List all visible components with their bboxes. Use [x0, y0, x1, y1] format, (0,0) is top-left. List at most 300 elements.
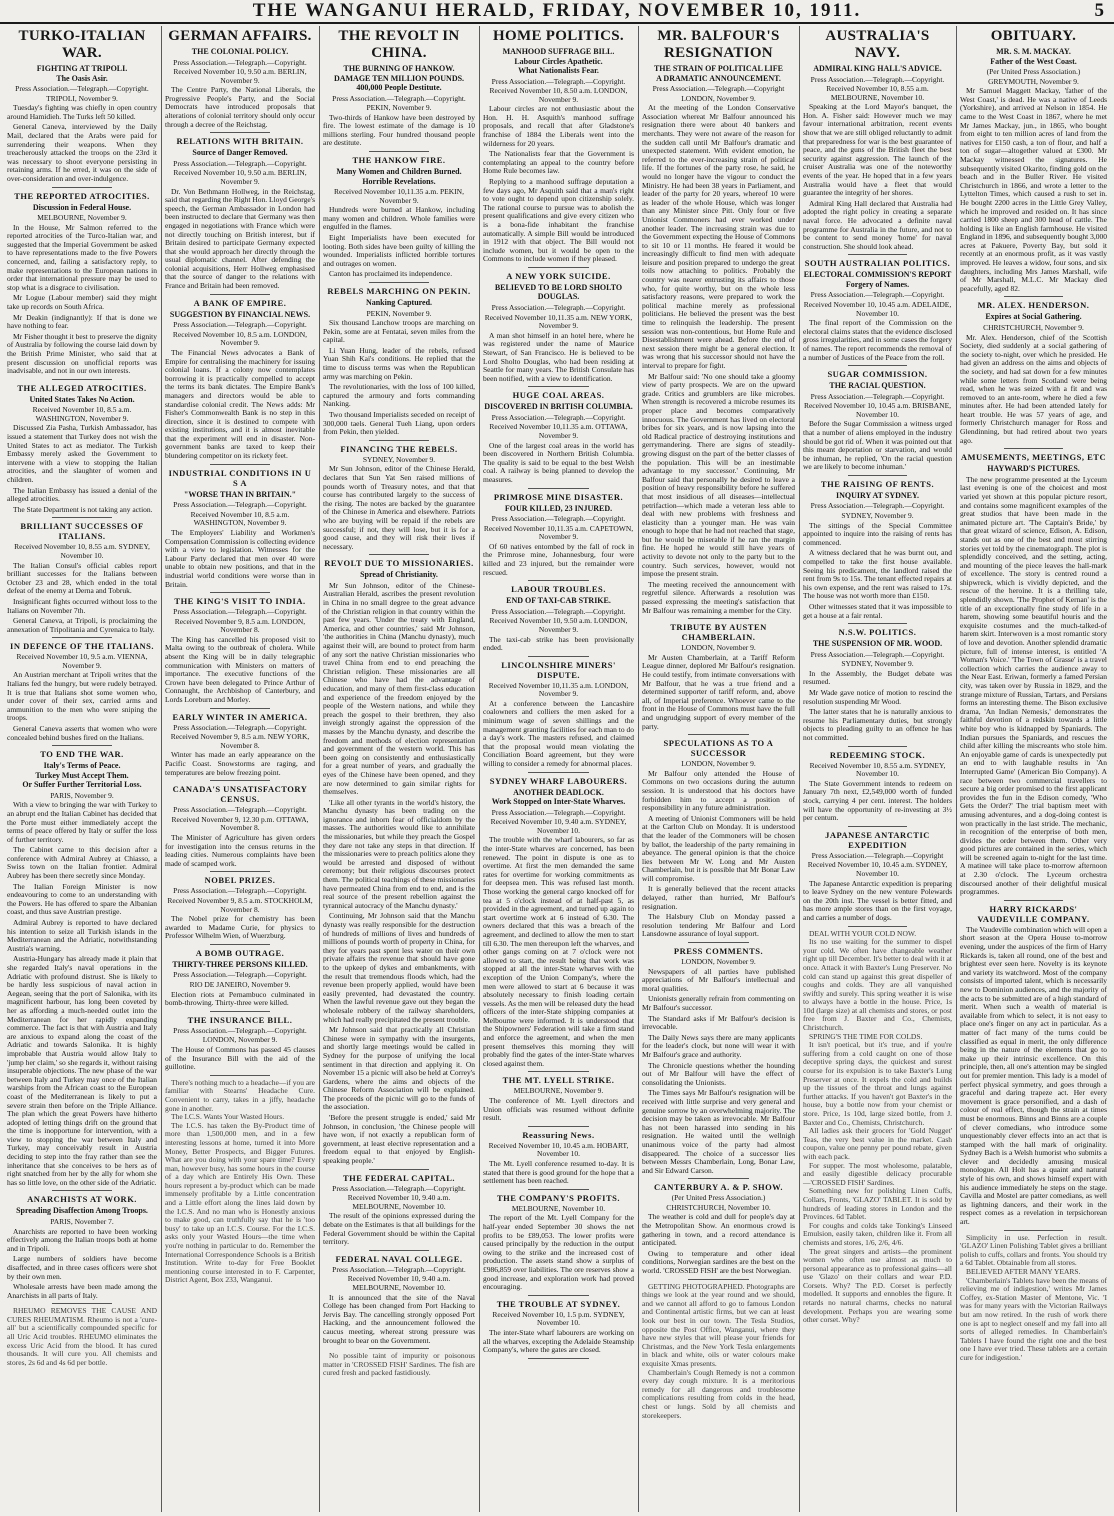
- article: [960, 28, 1107, 293]
- article: [7, 383, 157, 515]
- article: [165, 712, 315, 778]
- dateline: Received November 10, 10.45 a.m. HOBART, November 10.: [488, 1140, 629, 1159]
- article: [483, 1130, 634, 1186]
- credit-line: Press Association.—Telegraph.—Copyright.: [810, 290, 945, 300]
- divider: [528, 772, 588, 773]
- divider: [528, 267, 588, 268]
- subhead: ANOTHER DEADLOCK.: [513, 787, 604, 797]
- article: [165, 28, 315, 129]
- paragraph: The Italian Foreign Minister is now endeavouring to come to an understanding with the Powers. He has offered to spare the Albanian coast, and thus save Austrian prestige.: [7, 881, 157, 917]
- subhead: THE COLONIAL POLICY.: [191, 47, 289, 56]
- paragraph: The Minister of Agriculture has given orders for investigation into the census returns in the leading cities. Numerous complaints have been made of scamped work.: [165, 832, 315, 868]
- subhead: END OF TAXI-CAB STRIKE.: [506, 596, 611, 606]
- dateline: CHRISTCHURCH, November 10.: [666, 1202, 771, 1212]
- headline: TO END THE WAR.: [40, 749, 124, 760]
- divider: [848, 475, 908, 476]
- subheads: [165, 310, 315, 320]
- divider: [210, 708, 270, 709]
- dateline: PARIS, November 9.: [50, 790, 114, 800]
- divider: [210, 780, 270, 781]
- paragraph: The trouble with the wharf labourers, so far as the inter-State wharves are concerned, has been renewed. The point in dispute is one as to overtime. At first the men demanded the same rates for overtime for working commitments as for deepsea men. This was refused last month. Those working the general cargo knocked off for tea at 5 o'clock instead of at half-past 5, as provided in the agreement, and turned up again to start overtime work at 6 instead of 6.30. The owners declared that this was a breach of the agreement, and declined to allow the men to start till 6.30. The men thereupon left the wharves, and other gangs coming on at 7 o'clock were not allowed to start, the result being that work was stopped at all the inter-State wharves with the exception of the Union Company's, where the men were allowed to start at 6 because it was absolutely necessary to finish loading certain vessels. As the men will be released duty the head officers of the inter-State shipping companies at Melbourne were informed. It is understood that the Shipowners' Federation will take a firm stand and enforce the agreement, and when the men present themselves this morning they will probably find the gates of the inter-State wharves closed against them.: [483, 835, 634, 1068]
- paragraph: Mr. Alex. Henderson, chief of the Scottish Society, died suddenly at a social gathering of the society to-night, over which he presided. He had given an address on the aims and objects of the society, and had sat down for a few minutes while some letters from Scotland were being read, when he was seized with a fit and was removed to an ante-room, where he died a few minutes after. He had been attended lately for heart trouble. He was 57 years of age, and formerly Christchurch manager for Ross and Glendinning, but had retired about two years ago.: [960, 332, 1107, 445]
- headline: THE KING'S VISIT TO INDIA.: [174, 596, 306, 607]
- paragraph: The Japanese Antarctic expedition is preparing to leave Sydney on the new venture Polewards on the 20th inst. The vessel is better fitted, and has more ample stores than on the first voyage, and carries a number of dogs.: [803, 878, 952, 922]
- credit-line: Press Association.—Telegraph.—Copyright.: [491, 514, 626, 524]
- article: [165, 468, 315, 589]
- paragraph: Insignificant fights occurred without loss to the Italians on November 7th.: [7, 596, 157, 615]
- dateline: Received November 10, 10.45 a.m. BRISBANE, November 10.: [803, 401, 952, 419]
- headline: THE HANKOW FIRE.: [352, 155, 446, 166]
- article: [483, 584, 634, 652]
- headline: THE REVOLT IN CHINA.: [338, 28, 460, 61]
- dateline: TRIPOLI, November 9.: [46, 93, 118, 103]
- ad-paragraph: All ladies ask their grocers for 'Gold Nugget' Teas, the very best value in the market. Cash coupon, value one penny per pound rebate, given with each pack.: [803, 1126, 952, 1161]
- dateline: Received November 10, 8.5 a.m. LONDON, November 9.: [172, 329, 308, 348]
- page-number: 5: [1094, 0, 1104, 21]
- dateline: Received November 10, 8.55 a.m. SYDNEY, November 10.: [809, 760, 946, 779]
- subhead: A DRAMATIC ANNOUNCEMENT.: [656, 73, 781, 83]
- column-7: [956, 26, 1110, 1512]
- article: [323, 1173, 475, 1247]
- subheads: [165, 148, 315, 158]
- headline: OBITUARY.: [990, 28, 1077, 44]
- subhead: Many Women and Children Burned.: [336, 167, 462, 177]
- subheads: [960, 47, 1107, 66]
- headline: SUGAR COMMISSION.: [827, 369, 928, 380]
- paragraph: Wholesale arrests have been made among the Anarchists in all parts of Italy.: [7, 1282, 157, 1300]
- headline: SOUTH AUSTRALIAN POLITICS.: [804, 258, 951, 269]
- credit-line: Press Association.—Telegraph.—Copyright.: [810, 391, 945, 401]
- subhead: The Oasis Asir.: [56, 73, 108, 83]
- dateline: Received November 10,11.35 a.m. CAPETOWN, November 9.: [483, 523, 634, 542]
- paragraph: It is generally believed that the recent attacks delayed, rather than hurried, Mr Balfour's resignation.: [642, 884, 795, 911]
- divider: [848, 623, 908, 624]
- article: [803, 627, 952, 742]
- dateline: LONDON, November 9.: [681, 957, 756, 967]
- headline: A BOMB OUTRAGE.: [195, 947, 285, 958]
- credit-line: Press Association.—Telegraph.—Copyright.: [173, 805, 307, 815]
- headline: LABOUR TROUBLES.: [511, 584, 606, 595]
- credit-line: Press Association.—Telegraph.—Copyright: [811, 850, 944, 860]
- paragraph: A man shot himself in an hotel here, where he was registered under the name of Maurice Stewart, of San Francisco. He is believed to be Lord Sholto Douglas, who had been residing at Seattle for many years. The British Consulate has been notified, with a view to identification.: [483, 330, 634, 383]
- credit-line: Press Association.—Telegraph.—Copyright.: [173, 970, 307, 980]
- article: [803, 750, 952, 823]
- paragraph: Mr Balfour said: 'No one should take a gloomy view of party prospects. We are on the upward grade. Critics and grumblers are like microbes. When strength is recovered a microbe resumes its proper place and becomes comparatively innocuous. The Government has lived on electoral bribes for six years, and is now lapsing into the old Radical practice of destroying institutions and gerrymandering. There are signs of steadily-growing disgust on the part of the better classes of the population. This will be an inestimable advantage to my successor.' Continuing, Mr Balfour said that personally he desired to leave a position of heavy responsibility before he suffered that most insidious of all diseases—intellectual petrifaction—which made a veteran less able to deal with new problems with freshness and elasticity than a younger man. He was vain enough to hope that he had not reached that stage, but he would be miserable if he ran the margin fine. He hoped he would still have years of activity to devote not only to the party but to the country. Such services, however, would not impose the present strain.: [642, 371, 795, 579]
- subheads: [483, 283, 634, 302]
- ad-paragraph: Chamberlain's Cough Remedy is not a common every day cough mixture. It is a meritorious remedy for all dangerous and troublesome complications resulting from colds in the head, chest or lungs. Sold by all chemists and storekeepers.: [642, 1367, 795, 1420]
- dateline: Received November 10, 8.5 a.m. WASHINGTON, November 9.: [32, 405, 132, 423]
- article: [483, 776, 634, 1069]
- credit-line: (Per United Press Association.): [986, 67, 1081, 76]
- headline: CANADA'S UNSATISFACTORY CENSUS.: [172, 784, 308, 805]
- dateline: Received November 10, 8.55 a.m. SYDNEY, November 10.: [14, 542, 150, 560]
- paragraph: Labour circles are not enthusiastic about the Hon. H. H. Asquith's manhood suffrage proposals, and recall that after Gladstone's franchise of 1884 the Liberals went into the wilderness for 20 years.: [483, 104, 634, 148]
- paragraph: The Centre Party, the National Liberals, the Progressive People's Party, and the Social Democrats have introduced proposals that alterations of colonial territory should only occur through a decree of the Reichstag.: [165, 85, 315, 129]
- paragraph: Admiral King Hall declared that Australia had adopted the right policy in creating a separate naval force. He advocated a definite naval programme for Australia in the future, and not to be content to send money 'home' for naval construction. She should look ahead.: [803, 198, 952, 251]
- divider: [52, 745, 112, 746]
- headline: PRESS COMMENTS.: [673, 946, 764, 957]
- paragraph: The new programme presented at the Lyceum last evening is one of the choicest and most varied yet shown at this popular picture resort, and contains some magnificent examples of the great studios that have been made in the animated picture art. 'The Captain's Bride,' by that great wizard of science, Edison, A. Edison, stands out as one of the best and most stirring stories yet told by the cinematograph. The plot is splendidly conceived, and the setting, acting, and mounting of the piece leaves the hall-mark of excellence. The story is centred round a shipwreck, which is vividly depicted, and the rescue of the heroine. It is a thrilling tale, splendidly shown. 'The Prophet of Kernan' is the title of an exceptionally fine study of life in a harem, showing some beautiful houris and the exquisite costumes and the much-talked-of harem skirt. Interwoven is a most romantic story of love and devotion. Another splendid dramatic picture, full of intense interest, is entitled 'A Woman's Voice.' 'The Town of Grasse' is a travel collection which carries the audience away to the Near East. Eriwan, formerly a famed Persian city, was taken over by Russia in 1829, and the strange mixture of Russian, Tartars, and Persians forms an interesting theme. The Bison exclusive drama, 'An Indian Nemesis,' demonstrates the faithful devotion of a redskin towards a little white boy who is kidnapped by Spaniards. The Indian pursues the Spaniards, and rescues the child after killing the miscreants who stole him. An enjoyable game of cards is unexpectedly put an end to with laughable results in 'An Interrupted Game' (American Bio Company). A race between two commercial travellers to secure a big order promised to the first applicant provides the fun in the Edison comedy, 'Who Gets the Order?' The trial baptism meet with amusing adventures, and a dog-doing contest is won practically in the last stride. The mechanic, in recognition of the enterprise of both men, divides the order between them. Other very good pictures are contained in the series, which will be screened again to-night for the last time. A matinee will take place to-morrow afternoon at 2.30 o'clock. The Lyceum orchestra discoursed another of their delightful musical programmes.: [960, 474, 1107, 897]
- paragraph: The Chronicle questions whether the hounding out of Mr Balfour will have the effect of consolidating the Unionists.: [642, 1060, 795, 1087]
- headline: IN DEFENCE OF THE ITALIANS.: [10, 641, 154, 652]
- paragraph: 'Like all other tyrants in the world's history, the Manchu dynasty has been trading on the ignorance and inborn fear of officialdom by the masses. The authorities would like to annihilate the missionaries, but while they preach the Gospel they dare not take any steps in that direction. If the missionaries were to preach politics alone they would be arrested and disposed of without ceremony; but their religious discourses protect them. The political teachings of these missionaries have permeated China from end to end, and is the real source of the present rebellion against the tyrannical autocracy of the Manchu dynasty.': [323, 797, 475, 910]
- advertisements: [960, 1234, 1107, 1363]
- divider: [210, 132, 270, 133]
- divider: [369, 1169, 430, 1170]
- paragraph: It is announced that the site of the Naval College has been changed from Port Hacking to Jervis Bay. The cancelling strongly opposed Port Hacking, and the announcement followed the caucus meeting, whereat strong pressure was brought to bear on the Government.: [323, 1292, 475, 1345]
- column-4: [479, 26, 637, 1512]
- dateline: CHRISTCHURCH, November 9.: [983, 322, 1084, 332]
- headline: MR. ALEX. HENDERSON.: [977, 300, 1090, 311]
- article: [803, 28, 952, 251]
- paragraph: The revolutionaries, with the loss of 100 killed, captured the armoury and forts commanding Nanking.: [323, 382, 475, 409]
- divider: [528, 1071, 588, 1072]
- column-5: [638, 26, 798, 1512]
- subhead: BELIEVED TO BE LORD SHOLTO DOUGLAS.: [494, 282, 623, 302]
- paragraph: Hundreds were burned at Hankow, including many women and children. Whole families were engulfed in the flames.: [323, 205, 475, 232]
- paragraph: Anarchists are reported to have been working effectively among the Italian troops both at home and in Tripoli.: [7, 1226, 157, 1253]
- subhead: DAMAGE TEN MILLION POUNDS.: [333, 73, 465, 83]
- paragraph: The Italian Consul's official cables report brilliant successes for the Italians between October 23 and 28, which ended in the total defeat of the enemy at Derna and Tobruk.: [7, 560, 157, 596]
- credit-line: Press Association.—Telegraph.—Copyright.: [173, 158, 307, 168]
- paragraph: Canton has proclaimed its independence.: [329, 269, 453, 279]
- paragraph: Admiral Aubrey is reported to have declared his intention to seize all Turkish islands in the Mediterranean and the Adriatic, notwithstanding Austria's warning.: [7, 918, 157, 953]
- divider: [848, 926, 908, 927]
- dateline: Received November 10, 9.40 a.m. SYDNEY, November 10.: [490, 817, 627, 835]
- credit-line: Press Association.—Telegraph.—Copyright.: [491, 76, 626, 86]
- subheads: [483, 47, 634, 76]
- subhead: What Nationalists Fear.: [518, 66, 599, 75]
- headline: ANARCHISTS AT WORK.: [27, 1194, 137, 1205]
- subhead: Source of Danger Removed.: [192, 148, 288, 158]
- subhead: INQUIRY AT SYDNEY.: [835, 490, 920, 500]
- subhead: FOUR KILLED, 23 INJURED.: [504, 503, 613, 513]
- advertisements: [323, 1352, 475, 1378]
- paragraph: General Caneva asserts that women who were concealed behind bushes fired on the Italians.: [7, 724, 157, 742]
- paragraph: Mr Sun Johnson, editor of the Chinese Herald, declares that Sun Yat Sen raised millions of pounds worth of Treasury notes, and that that course has contributed largely to the success of the rising. The notes are backed by the guarantee of the Chinese in America and elsewhere. Patriots who are buying will be repaid if the rebels are successful; if not, they will lose, but it is for a good cause, and they will risk their lives if necessary.: [323, 464, 475, 551]
- paragraph: 'Before the present struggle is ended,' said Mr Johnson, in conclusion, 'the Chinese people will have won, if not exactly a republican form of government, at least elective representation and a freedom equal to that enjoyed by English-speaking people.': [323, 1113, 475, 1166]
- subheads: [803, 64, 952, 74]
- subhead: Spread of Christianity.: [360, 570, 438, 580]
- headline: SYDNEY WHARF LABOURERS.: [489, 775, 628, 786]
- dateline: Received November 10, 9.50 a.m. LONDON, November 9.: [489, 616, 628, 634]
- ad-paragraph: It isn't poetical, but it's true, and if you're suffering from a cold caught on one of those deceptive spring days, the quickest and surest course for its expulsion is to take Baxter's Lung Preserver at once. It expels the cold and builds up the tissues of the throat and lungs against further attacks. If you haven't got Baxter's in the house, buy a bottle now from your chemist or store. Price, 1s 10d, large sized bottle, from J. Baxter and Co., Chemists, Christchurch.: [803, 1040, 952, 1127]
- divider: [528, 386, 588, 387]
- subheads: [7, 203, 157, 213]
- article: [165, 784, 315, 868]
- dateline: LONDON, November 9.: [681, 643, 756, 653]
- subhead: Discussion in Federal House.: [32, 202, 132, 212]
- paragraph: The Halsbury Club on Monday passed a resolution tendering Mr Balfour and Lord Lansdowne assurance of loyal support.: [642, 912, 795, 939]
- paragraph: In the Assembly, the Budget debate was resumed.: [803, 668, 952, 687]
- divider: [848, 365, 908, 366]
- subhead: Labour Circles Apathetic.: [514, 56, 603, 66]
- credit-line: Press Association.—Telegraph.—Copyright.: [173, 320, 307, 330]
- article: [803, 479, 952, 620]
- credit-line: Press Association.—Telegraph.—Copyright.: [491, 807, 626, 817]
- subhead: THE BURNING OF HANKOW.: [343, 64, 455, 73]
- paragraph: The result of the opinions expressed during the debate on the Estimates is that all buildings for the Federal Government should be within the Capital territory.: [323, 1211, 475, 1247]
- subhead: Horrible Revelations.: [362, 176, 436, 186]
- dateline: GREYMOUTH, November 9.: [988, 76, 1079, 86]
- column-3: [319, 26, 478, 1512]
- article: [483, 660, 634, 769]
- divider: [369, 1348, 430, 1349]
- dateline: Received November 10, 9.5 a.m. VIENNA, November 9.: [16, 652, 148, 670]
- paragraph: The Italian Embassy has issued a denial of the alleged atrocities.: [7, 485, 157, 504]
- headline: N.S.W. POLITICS.: [838, 627, 917, 638]
- subhead: THE RACIAL QUESTION.: [829, 381, 926, 391]
- dateline: Received November 10, 10.45 a.m. ADELAIDE, November 10.: [803, 299, 952, 318]
- paragraph: Mr Sun Johnson, editor of the Chinese-Australian Herald, ascribes the present revolution in China in no small degree to the great advance of the Christian religion in that country within the past few years. 'Under the treaty with England, America, and other countries,' said Mr Johnson, 'the authorities in China (Manchu dynasty), much against their will, are bound to protect from harm of any sort the native Christian missionaries who travel China from end to end preaching the Christian religion. These missionaries are all Chinese who have had the advantage of education, and many of them first-class education and experience of the freedom enjoyed by the people of the Western nations, and while they preach the gospel to their brethren, they also inveigh strongly against the oppression of the masses by the Manchu dynasty, and describe the freedom and methods of election representation and government of the western world. This has been going on consistently and enthusiastically for a great number of years, and gradually the eyes of the Chinese have been opened, and they are now determined to gain similar rights for themselves.: [323, 580, 475, 797]
- paragraph: Before the Sugar Commission a witness urged that a number of aliens employed in the industry should be got rid of. When it was pointed out that this meant deportation or starvation, and would be inhuman, he replied, 'On the racial question we are likely to become inhuman.': [803, 419, 952, 472]
- divider: [688, 1279, 749, 1280]
- divider: [210, 294, 270, 295]
- subhead: "WORSE THAN IN BRITAIN.": [183, 489, 297, 499]
- paragraph: Mr Johnson said that practically all Christian Chinese were in sympathy with the insurgents, and shortly large meetings would be called in Sydney for the purpose of unifying the local sentiment in that direction and applying it. On November 15 a picnic will also be held at Correy's Gardens, where the aims and objects of the Chinese Reform Association will be explained. The proceeds of the picnic will go to the funds of the association.: [323, 1025, 475, 1112]
- paragraph: Eight Imperialists have been executed for looting. Both sides have been guilty of killing the wounded. Imperialists inflicted horrible tortures and outrages on women.: [323, 233, 475, 268]
- article: [803, 369, 952, 472]
- article: [323, 558, 475, 1165]
- dateline: SYDNEY, November 9.: [362, 454, 436, 464]
- dateline: PARIS, November 7.: [50, 1216, 114, 1226]
- paragraph: With a view to bringing the war with Turkey to an abrupt end the Italian Cabinet has decided that the Porte must either immediately accept the terms of peace offered by Italy or suffer the loss of further territory.: [7, 800, 157, 844]
- credit-line: (Per United Press Association.): [671, 1193, 766, 1203]
- headline: AUSTRALIA'S NAVY.: [825, 28, 930, 61]
- subheads: [803, 491, 952, 501]
- subhead: HAYWARD'S PICTURES.: [987, 464, 1080, 474]
- ad-paragraph: The I.C.S. Wants Your Wasted Hours.: [171, 1112, 285, 1122]
- subheads: [960, 464, 1107, 474]
- paragraph: The Nobel prize for chemistry has been awarded to Madame Curie, for physics to Professor Wilhelm Wien, of Wuerzburg.: [165, 914, 315, 941]
- subhead: THIRTY-THREE PERSONS KILLED.: [172, 959, 308, 969]
- article: [323, 155, 475, 279]
- paragraph: Mr Wade gave notice of motion to rescind the resolution suspending Mr Wood.: [803, 688, 952, 706]
- paragraph: The Cabinet came to this decision after a conference with Admiral Aubrey at Chiasso, a Swiss town on the Italian frontier. Admiral Aubrey has been there secretly since Monday.: [7, 845, 157, 881]
- credit-line: Press Association.—Telegraph.—Copyright.: [173, 57, 307, 67]
- subhead: Forgery of Names.: [845, 279, 910, 289]
- credit-line: Press Association.—Telegraph.—Copyright.: [173, 1025, 307, 1035]
- subheads: [165, 490, 315, 500]
- paragraph: Of 60 natives entombed by the fall of rock in the Primrose mine, Johannesburg, four were killed and 23 injured, but the remainder were rescued.: [483, 541, 634, 577]
- subheads: [165, 960, 315, 970]
- divider: [688, 618, 749, 619]
- credit-line: Press Association.—Telegraph.—Copyright.: [173, 886, 307, 896]
- headline: CANTERBURY A. & P. SHOW.: [653, 1182, 784, 1193]
- divider: [528, 580, 588, 581]
- divider: [210, 464, 270, 465]
- subhead: ADMIRAL KING HALL'S ADVICE.: [813, 64, 942, 73]
- divider: [52, 517, 112, 518]
- credit-line: Press Association.—Telegraph.—Copyright.: [491, 606, 626, 616]
- column-6: [799, 26, 955, 1512]
- dateline: MELBOURNE, November 10.: [511, 1203, 606, 1213]
- subheads: [323, 298, 475, 308]
- paragraph: The weather is cold and dull for people's day at the Metropolitan Show. An enormous crowd is gathering in town, and a record attendance is anticipated.: [642, 1212, 795, 1248]
- article: [960, 300, 1107, 445]
- credit-line: Press Association.—Telegraph.—Copyright.: [810, 649, 945, 659]
- dateline: Received November 10,11.35 a.m. LONDON, November 9.: [488, 680, 629, 699]
- paragraph: The final report of the Commission on the electoral claims states that the evidence disclosed gross irregularities, and in some cases the forgery of names. The report recommends the removal of a number of Justices of the Peace from the roll.: [803, 318, 952, 362]
- headline: LINCOLNSHIRE MINERS' DISPUTE.: [501, 659, 616, 680]
- dateline: Received November 10, 8.5 a.m. WASHINGTON, November 9.: [190, 509, 290, 528]
- paragraph: The Vaudeville combination which will open a short season at the Opera House to-morrow evening, under the auspices of the firm of Harry Rickards is, taken all round, one of the best and brightest ever seen here. Novelty is its keynote and variety its watchword. Most of the company consists of imported talent, which is necessarily new to Dominion audiences, and the majority of the acts to be submitted are of a high standard of merit. When such a wealth of material is available from which to select, it is not easy to place one's finger on any act in particular. As a matter of fact many of the turns could be classified as equal in merit, the only difference being in the nature of the elements that go to make up their intrinsic excellence. On this principle, then, all one's attention may be singled out for premier mention. This lady is a model of perfect physical symmetry, and goes through a graceful and daring trapeze act. Her every movement is grace personified, and a dash of colour of real effect, though the strain at times must be enormous. Binns and Binns are a couple of clever comedians, who introduce some unquestionably clever effects into an act that is stamped with the hall mark of originality. Sydney Bach is a Welsh humorist who submits a clever and decidedly amusing musical monologue. All Holt has a quaint and natural style of his own, and shows himself expert with his audience immediately he steps on the stage. Cavilla and Mostel are patter comedians, as well as lightning dancers, and their work in the respect comes as a revelation in terpsichorean art.: [960, 924, 1107, 1227]
- headline: REDEEMING STOCK.: [829, 749, 926, 760]
- divider: [52, 1190, 112, 1191]
- subhead: THE SUSPENSION OF MR. WOOD.: [812, 639, 943, 649]
- article: [165, 1015, 315, 1072]
- article: [165, 875, 315, 941]
- headline: INDUSTRIAL CONDITIONS IN U S A: [168, 467, 312, 488]
- dateline: Received November 10,11.35 a.m. OTTAWA, November 9.: [489, 422, 628, 440]
- credit-line: Press Association.—Telegraph.—Copyright.: [15, 84, 149, 93]
- divider: [688, 942, 749, 943]
- article: [7, 28, 157, 184]
- dateline: Received November 10, 8.55 a.m. MELBOURNE, November 10.: [826, 84, 929, 102]
- paragraph: Two thousand Imperialists seceded on receipt of 300,000 taels. General Tueh Liang, upon orders from Pekin, then yielded.: [323, 410, 475, 437]
- ad-paragraph: Its no use waiting for the summer to dispel your cold. We often have changeable weather right up till December. It's better to deal with it at once. Attack it with Baxter's Lung Preserver. No cold can stand up against this great dispeller of coughs and colds. They are all vanquished swiftly and surely. This spring weather it is wise to always have a bottle in the house. Price, 1s 10d (large size) at all chemists and stores, or post free from J. Baxter and Co., Chemists, Christchurch.: [803, 937, 952, 1033]
- subhead: Father of the West Coast.: [990, 56, 1077, 66]
- paragraph: Tuesday's fighting was chiefly in open country around Hamidieh. The Turks left 50 killed.: [7, 103, 157, 121]
- paragraph: A witness declared that he was burnt out, and compelled to take the first house available. Seeing his predicament, the landlord raised the rent from 9s to 15s. The tenant effected repairs at his own expense, and the rent was raised to 17s. The house was not worth more than £150.: [803, 548, 952, 601]
- divider: [528, 656, 588, 657]
- divider: [52, 379, 112, 380]
- ad-paragraph: Something new for polishing Linen Cuffs, Collars, Fronts, 'GLAZO' TABLET. It is sold by hundreds of leading stores in London and the Provinces. 6d Tablet.: [803, 1186, 952, 1222]
- credit-line: Press Association.—Telegraph.—Copyright.: [810, 501, 945, 511]
- paragraph: One of the largest coal areas in the world has been discovered in Northern British Columbia. The quality is said to be equal to the best Welsh coal. A railway is being planned to develop the measures.: [483, 440, 634, 484]
- newspaper-columns: [4, 26, 1110, 1512]
- dateline: PEKIN, November 9.: [366, 103, 432, 113]
- article: [642, 28, 795, 615]
- article: [483, 390, 634, 484]
- dateline: Received November 10, 9.50 a.m. BERLIN, November 9.: [173, 168, 307, 186]
- article: [642, 1182, 795, 1275]
- headline: MR. BALFOUR'S RESIGNATION: [657, 28, 780, 61]
- subhead: United States Takes No Action.: [29, 394, 135, 404]
- subheads: [323, 570, 475, 580]
- dateline: Received November 10, 9.40 a.m. MELBOURNE, November 10.: [347, 1193, 451, 1211]
- paragraph: The Times says Mr Balfour's resignation will be received with little surprise and very general and genuine sorrow by an overwhelming majority. The decision may be taken as irrevocable. Mr Balfour has not been harassed into sending in his resignation. He waited until the wellnigh unanimous voice of the party had almost disappeared. The choice of a successor lies between Messrs Chamberlain, Long, Bonar Law, and Sir Edward Carson.: [642, 1088, 795, 1175]
- headline: AMUSEMENTS, MEETINGS, ETC: [960, 452, 1107, 463]
- ad-paragraph: The great singers and artists—the prominent women who often use almost as much to personal appearance as to professional gains—all use 'Glazo' on their collars and wear P.D. Corsets. Why? The P.D. Corset is perfectly modelled. It supports and ennobles the figure. It retards no natural charms, checks no natural development. Perhaps you are wearing some other corset. Why?: [803, 1246, 952, 1325]
- divider: [1004, 448, 1063, 449]
- dateline: LONDON, November 9.: [681, 759, 756, 769]
- subhead: MANHOOD SUFFRAGE BILL.: [502, 47, 615, 56]
- headline: SPECULATIONS AS TO A SUCCESSOR: [663, 738, 774, 759]
- paragraph: Li Yuan Hung, leader of the rebels, refused Yuan Shih Kai's conditions. He replied that the time to discuss terms was when the Republican army was marching on Pekin.: [323, 345, 475, 381]
- divider: [369, 554, 430, 555]
- headline: Reassuring News.: [522, 1129, 595, 1140]
- paragraph: An Austrian merchant at Tripoli writes that the Italians fed the hungry, but were rudely betrayed. It is true that Italians shot some women who, under cover of their sex, carried arms and ammunition to the men who were sniping the troops.: [7, 670, 157, 723]
- headline: FINANCING THE REBELS.: [340, 443, 458, 454]
- divider: [848, 254, 908, 255]
- paragraph: The latter states that he is naturally anxious to resume his Parliamentary duties, but strongly objects to pleading guilty to an offence he has not committed.: [803, 707, 952, 743]
- divider: [210, 871, 270, 872]
- article: [483, 1075, 634, 1122]
- article: [7, 641, 157, 742]
- dateline: LONDON, November 9.: [202, 1035, 278, 1045]
- credit-line: Press Association.—Telegraph.—Copyright.: [332, 1183, 466, 1193]
- paragraph: Newspapers of all parties have published appreciations of Mr Balfour's intellectual and moral qualities.: [642, 966, 795, 993]
- subheads: [483, 402, 634, 412]
- ad-paragraph: SPRING'S THE TIME FOR COLDS.: [809, 1031, 923, 1041]
- subhead: Turkey Must Accept Them.: [35, 770, 129, 780]
- article: [483, 271, 634, 383]
- paragraph: Other witnesses stated that it was impossible to get a house at a fair rental.: [803, 602, 952, 620]
- paragraph: The Standard asks if Mr Balfour's decision is irrevocable.: [642, 1013, 795, 1032]
- subhead: Italy's Terms of Peace.: [43, 761, 121, 771]
- article: [960, 452, 1107, 897]
- ad-paragraph: DEAL WITH YOUR COLD NOW.: [809, 928, 917, 938]
- paragraph: The meeting received the announcement with regretful silence. Afterwards a resolution was passed expressing the meeting's satisfaction that Mr Balfour was remaining a member for the City.: [642, 579, 795, 615]
- paragraph: The Mt. Lyell conference resumed to-day. It is stated that there is good ground for the hope that a settlement has been reached.: [483, 1159, 634, 1186]
- paragraph: Dr. Von Bethmann Hollweg, in the Reichstag, said that regarding the Right Hon. Lloyd George's speech, the German Ambassador in London had been instructed to declare that Germany was then engaged in negotiations with France which were not directly touching on British interest, but if Britain desired to participate Germany expected that she would approach her directly through the usual diplomatic channel. After defending the colonial acquisitions, Herr Hollweg emphasised that the source of danger to the relations with France and Britain had been removed.: [165, 186, 315, 291]
- headline: REBELS MARCHING ON PEKIN.: [327, 286, 471, 296]
- article: [483, 1299, 634, 1355]
- advertisements: [7, 1307, 157, 1367]
- divider: [210, 1075, 270, 1076]
- divider: [528, 1295, 588, 1296]
- dateline: Received November 10,11.35 a.m. PEKIN, November 9.: [334, 187, 464, 205]
- ad-paragraph: 'Chamberlain's Tablets have been the means of relieving me of indigestion,' writes Mr James Coffey, ex-Station Master of Mentone, Vic. 'I was for many years with the Victorian Railways but am now retired. In the rush of work there one is apt to neglect oneself and my fall into all sorts of alleged remedies. In Chamberlain's Tablets I have found the right one and the best one I have ever tried. These tablets are a certain cure for indigestion.': [960, 1275, 1107, 1362]
- headline: TRIBUTE BY AUSTEN CHAMBERLAIN.: [670, 622, 767, 643]
- article: [483, 492, 634, 578]
- paragraph: Six thousand Lanchow troops are marching on Pekin, some are at Fentatai, seven miles from the capital.: [323, 318, 475, 345]
- headline: NOBEL PRIZES.: [204, 875, 276, 886]
- ad-paragraph: For supper. The most wholesome, palatable, and easily digestible delicacy procurable—'CROSSED FISH' Sardines.: [803, 1160, 952, 1187]
- article: [642, 946, 795, 1175]
- subheads: [323, 167, 475, 186]
- article: [803, 258, 952, 362]
- paragraph: Replying to a manhood suffrage deputation a few days ago, Mr Asquith said that a man's right to vote ought to depend upon citizenship solely. The rational course to pursue was to abolish the present qualifications and give every citizen who is a bona-fide inhabitant the franchise automatically. A simple Bill would be introduced in 1912 with that object. The Bill would not include women, but it would be open to the Commons to include women if they pleased.: [483, 177, 634, 264]
- paragraph: Election riots at Pernambuco culminated in bomb-throwing. Thirty-three were killed.: [165, 989, 315, 1008]
- article: [7, 1194, 157, 1300]
- dateline: Received November 10, 1.5 p.m. SYDNEY, November 10.: [492, 1309, 625, 1328]
- subheads: [7, 395, 157, 405]
- subhead: FIGHTING AT TRIPOLI.: [36, 64, 128, 73]
- headline: THE INSURANCE BILL.: [187, 1014, 293, 1025]
- credit-line: Press Association.—Telegraph.—Copyright.: [332, 1264, 466, 1274]
- headline: EARLY WINTER IN AMERICA.: [172, 711, 308, 722]
- paragraph: At the meeting of the London Conservative Association whereat Mr Balfour announced his resignation there were about 40 bankers and merchants. They were not aware of the reason for the sudden call until Mr Balfour's dramatic and unexpected statement. With evident emotion, he referred to the ever-increasing strain of political life. If the fortunes of the party rose, he said, he would no longer have the vigour to conduct the Ministry. He had been 38 years in Parliament, and leader of the party for 20 years, whereof 10 were as leader of the whole House, which was longer than any Minister since Pitt. Only four or five Unionist Commoners had ever worked under another leader. The increasing strain was due to the Government expecting the House of Commons to sit 10 or 11 months. He feared it would be increasingly difficult to find men with adequate leisure and position prepared to undergo the great toils now attaching to politics. Probably the country was nearer entrusting its affairs to those who, for quite worthy, but on the whole less satisfactory reasons, were prepared to work the political machine merely as professional politicians. He believed the present was the best time to relinquish the leadership. The present session was non-contentious, but Home Rule and Disestablishment were ahead. Before the end of next session there might be a general election. It was wrong that his successor should not have the interval to prepare for fight.: [642, 103, 795, 370]
- dateline: Received November 9, 8.5 a.m. LONDON, November 8.: [174, 616, 306, 635]
- credit-line: Press Association.—Telegraph.—Copyright.: [332, 93, 466, 103]
- headline: JAPANESE ANTARCTIC EXPEDITION: [825, 829, 930, 850]
- paragraph: The King has cancelled his proposed visit to Malta owing to the outbreak of cholera. While absent the King will be in daily telegraphic communication with Ministers on matters of importance. The executive functions of the Crown have been delegated to Prince Arthur of Connaught, the Archbishop of Canterbury, and Lords Loreburn and Morley.: [165, 634, 315, 705]
- headline: THE ALLEGED ATROCITIES.: [17, 382, 147, 393]
- subheads: [483, 788, 634, 807]
- article: [642, 622, 795, 731]
- paragraph: The Employers' Liability and Workmen's Compensation Commission is collecting evidence with a view to legislation. Witnesses for the Labour Party declared that men over 40 were unable to obtain new positions, and that in the industrial world conditions were worse than in Britain.: [165, 527, 315, 589]
- dateline: Received November 10, 8.50 a.m. LONDON, November 9.: [489, 86, 628, 104]
- newspaper-title: THE WANGANUI HERALD, FRIDAY, NOVEMBER 10, 1911.: [252, 0, 862, 21]
- subhead: Work Stopped on Inter-State Wharves.: [491, 797, 626, 807]
- headline: THE REPORTED ATROCITIES.: [14, 190, 150, 201]
- subhead: Nanking Captured.: [365, 298, 433, 307]
- divider: [210, 1011, 270, 1012]
- divider: [688, 1178, 749, 1179]
- subheads: [803, 381, 952, 391]
- ad-paragraph: No possible taint of impurity or poisonous matter in 'CROSSED FISH' Sardines. The fish are cured fresh and packed fastidiously.: [323, 1351, 475, 1378]
- article: [323, 28, 475, 148]
- headline: HOME POLITICS.: [493, 28, 624, 44]
- subheads: [803, 639, 952, 649]
- paragraph: General Caneva, interviewed by the Daily Mail, declared that the Arabs were paid for surrendering their weapons. When they treacherously attacked the troops on the 23rd it was necessary to shoot everyone persisting in retaining arms. If he erred, it was on the side of over-consideration and over-indulgence.: [7, 122, 157, 183]
- credit-line: Press Association.—Telegraph.—Copyright.: [173, 500, 307, 510]
- subheads: [483, 504, 634, 514]
- divider: [688, 734, 749, 735]
- dateline: Received November 10,11.35 a.m. NEW YORK, November 9.: [484, 312, 633, 331]
